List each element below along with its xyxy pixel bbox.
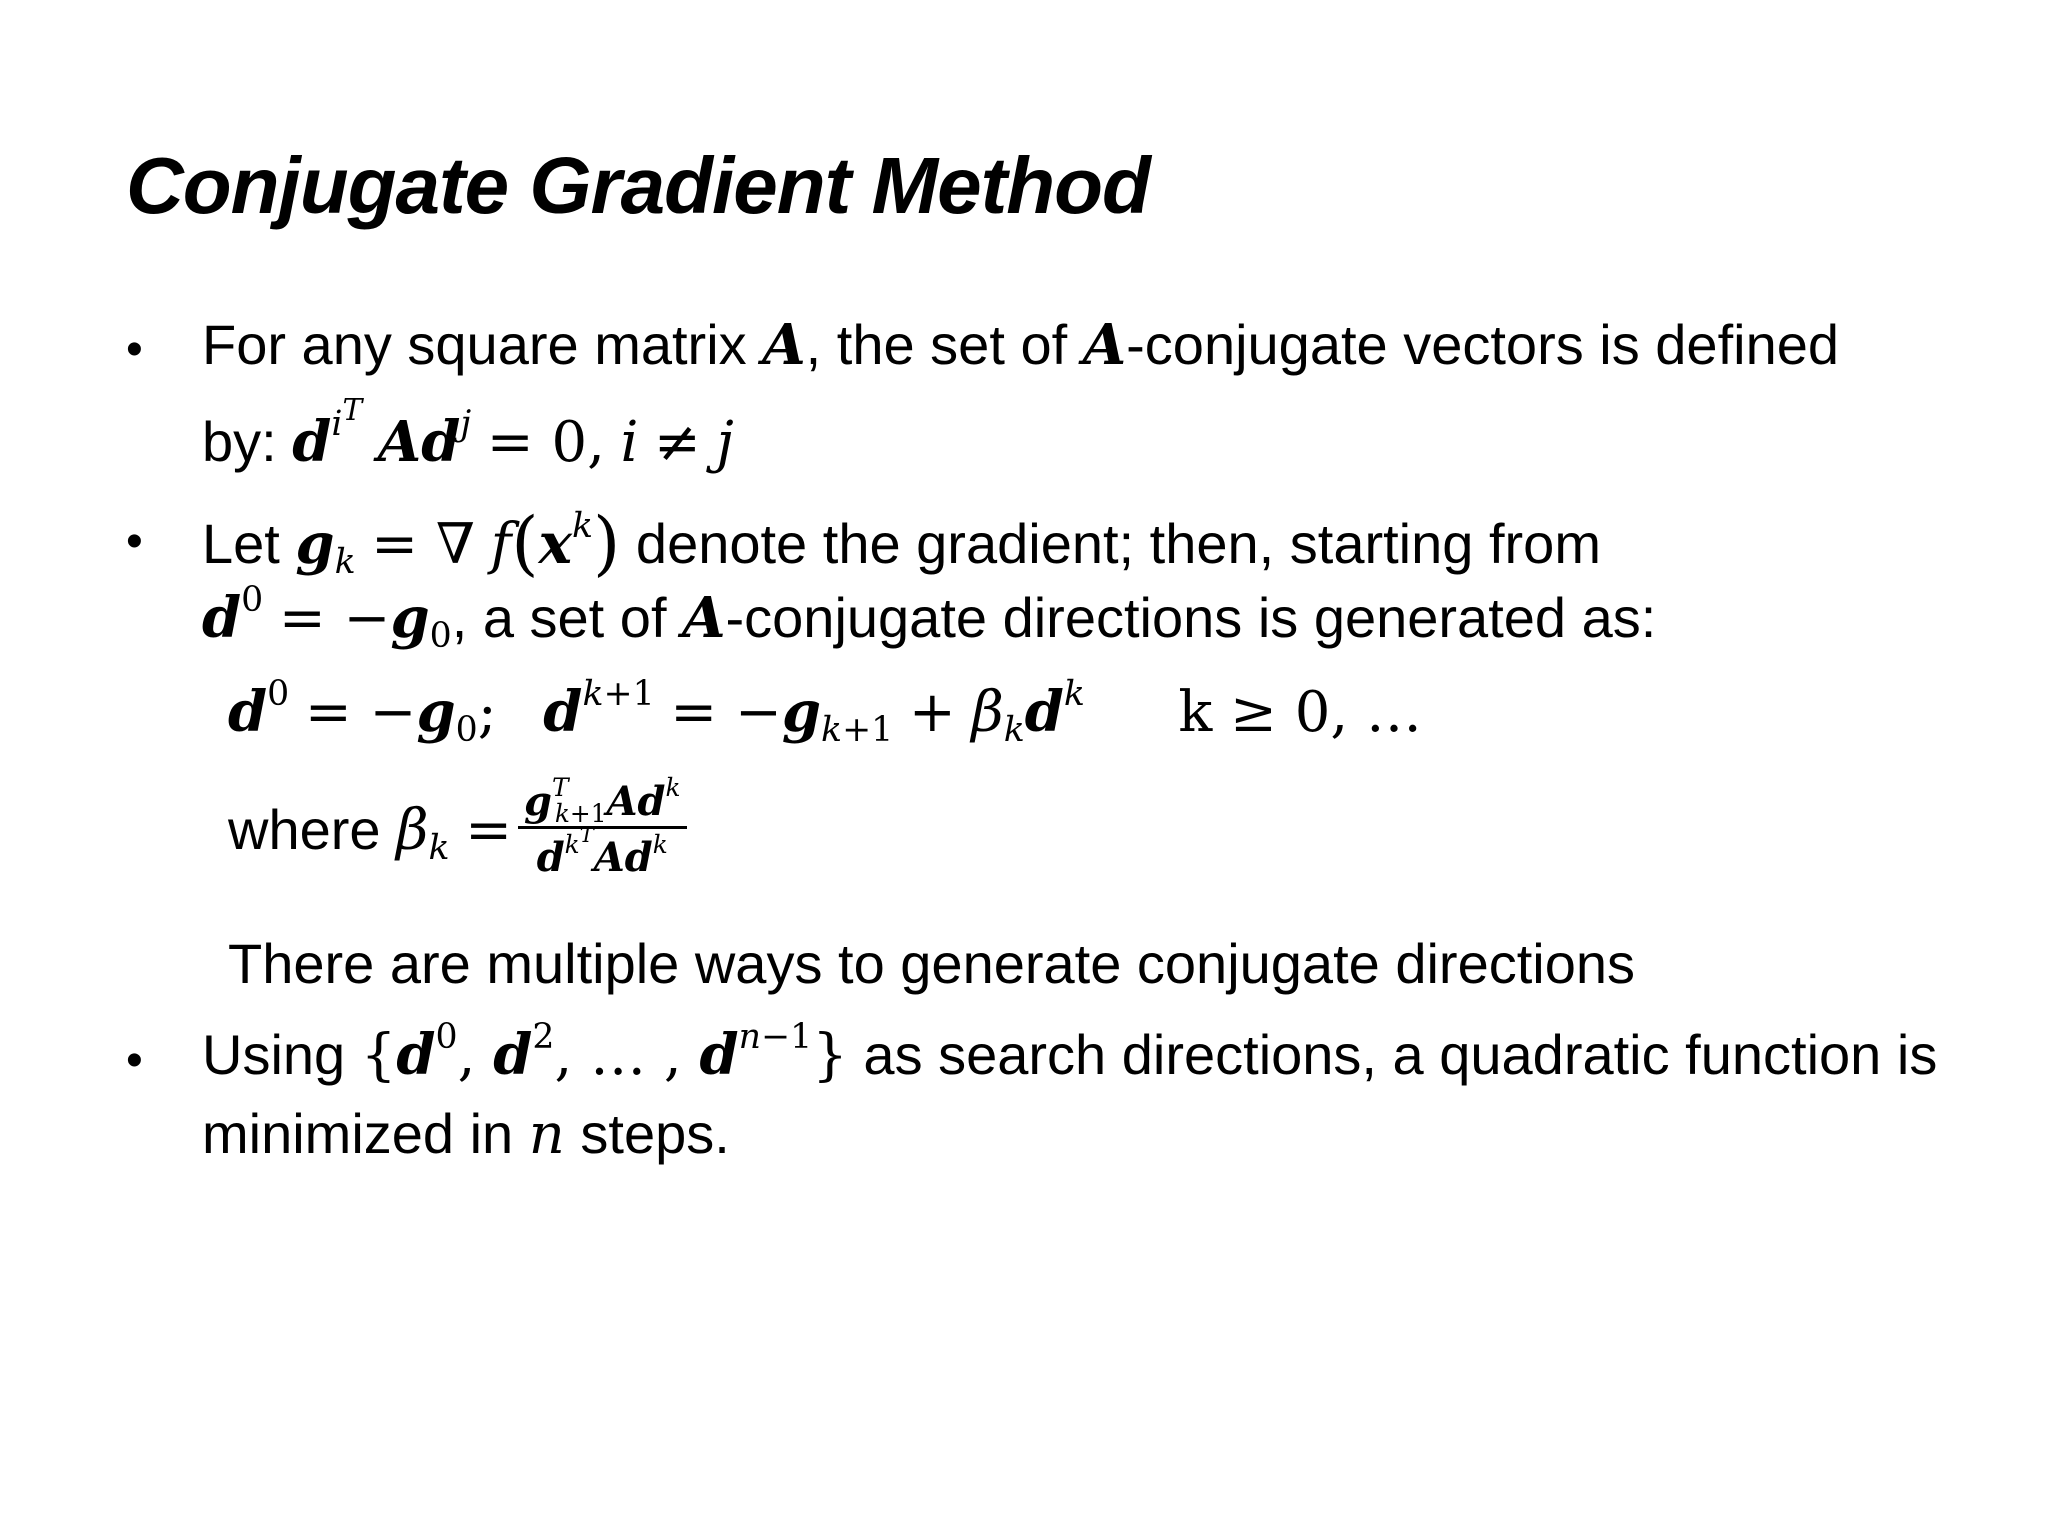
- conjugate-directions-note: [228, 932, 1635, 995]
- recurrence-condition: k ≥ 0, …: [1178, 680, 1422, 745]
- gradient-formula: $g_k$ = ∇ $f(x^k)$: [295, 502, 621, 584]
- initial-direction-formula: $d^0 = -g_0$: [202, 579, 452, 657]
- bullet-3-suffix: as search directions, a quadratic function is: [847, 1023, 1938, 1086]
- bullet-3-line-1: [202, 1016, 1938, 1088]
- bullet-2-dot: •: [126, 515, 143, 568]
- bullet-2-suffix: denote the gradient; then, starting from: [620, 511, 1601, 575]
- bullet-3-line-2-prefix: minimized in: [202, 1102, 529, 1165]
- beta-denominator: $d^{k^T}Ad^k$: [536, 822, 668, 882]
- bullet-1-line-2: [202, 393, 734, 475]
- bullet-3-dot: •: [126, 1034, 143, 1087]
- bullet-2-line-2: $d^0 = -g_0$, a set of A-conjugate directions is generated as:: [202, 579, 1657, 657]
- bullet-3-line-2: minimized in n steps.: [202, 1102, 730, 1167]
- recurrence-equation: $d^0 = -g_0$; $d^{k+1} = -g_{k+1} + \beta_kd^k$ k ≥ 0, …: [228, 673, 1422, 751]
- slide-title: Conjugate Gradient Method: [126, 141, 1150, 230]
- bullet-1-text-after: -conjugate vectors is defined: [1126, 313, 1840, 376]
- bullet-1-dot: •: [126, 323, 143, 376]
- bullet-1-text-before: For any square matrix: [202, 313, 763, 376]
- bullet-1-text-mid: , the set of: [805, 313, 1083, 376]
- note-text: There are multiple ways to generate conjugate directions: [228, 932, 1635, 995]
- search-directions-set: {$d^0$, $d^2$, … , $d^{n-1}$}: [360, 1016, 848, 1088]
- bullet-3-line-2-suffix: steps.: [564, 1102, 730, 1165]
- bullet-2-prefix: Let: [202, 511, 296, 575]
- beta-definition: where $\beta_k$ = $\frac{g^T_{k+1}Ad^k}{d^{k^T}Ad^k}$: [228, 782, 687, 878]
- beta-fraction: [518, 773, 687, 882]
- bullet-1-line-1: For any square matrix A, the set of A-conjugate vectors is defined: [202, 312, 1840, 378]
- bullet-2-line-2-tail: -conjugate directions is generated as:: [725, 586, 1657, 649]
- bullet-2-line-2-text: , a set of: [451, 586, 683, 649]
- conjugacy-definition-formula: $d^{i^T}$ Ad$^j$ = 0, i ≠ j: [292, 393, 734, 475]
- bullet-3-prefix: Using: [202, 1023, 361, 1086]
- where-label: where: [228, 798, 397, 862]
- bullet-2-line-1: [202, 502, 1601, 584]
- bullet-1-line-2-prefix: by:: [202, 409, 293, 473]
- beta-numerator: $g^T_{k+1}Ad^k$: [518, 782, 687, 829]
